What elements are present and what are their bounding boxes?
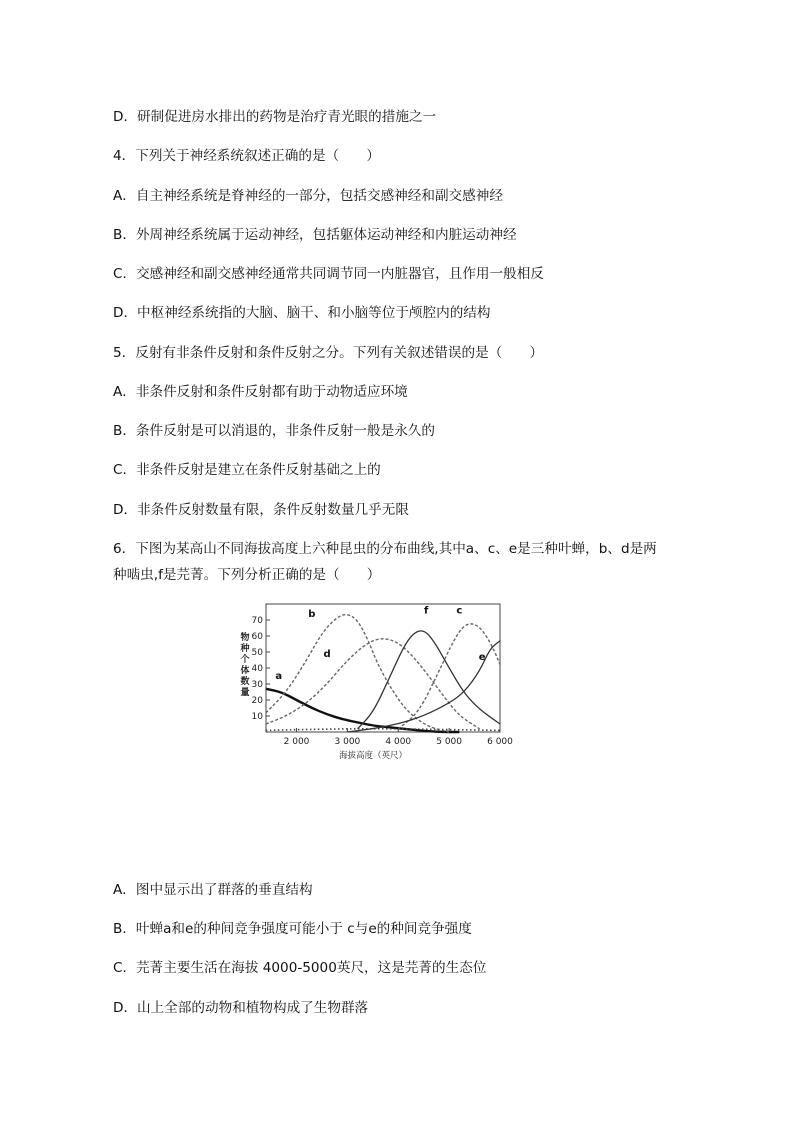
y-axis-label-char: 物 (240, 633, 250, 643)
insect-distribution-chart (236, 602, 516, 762)
y-axis-label-char: 种 (240, 644, 250, 654)
series-line-e (347, 641, 500, 732)
q6-option-d: D．山上全部的动物和植物构成了生物群落 (113, 1000, 369, 1016)
y-axis-label-char: 量 (240, 688, 250, 698)
x-tick-label: 5 000 (436, 737, 463, 747)
q5-option-b: B．条件反射是可以消退的，非条件反射一般是永久的 (113, 423, 435, 439)
q5-stem: 5．反射有非条件反射和条件反射之分。下列有关叙述错误的是（ ） (113, 345, 544, 361)
q5-option-c: C．非条件反射是建立在条件反射基础之上的 (113, 462, 381, 478)
y-tick-label: 30 (251, 680, 263, 690)
q6-stem-line1: 6．下图为某高山不同海拔高度上六种昆虫的分布曲线,其中a、c、e是三种叶蝉，b、d是两 (113, 541, 657, 557)
series-line-b (266, 615, 449, 732)
y-tick-label: 70 (251, 616, 263, 626)
series-line-f (358, 631, 500, 729)
q6-option-a: A．图中显示出了群落的垂直结构 (113, 882, 313, 898)
series-line-ground (266, 729, 500, 731)
q4-option-c: C．交感神经和副交感神经通常共同调节同一内脏器官，且作用一般相反 (113, 266, 544, 282)
y-axis-label-char: 体 (240, 666, 250, 676)
q3-option-d: D．研制促进房水排出的药物是治疗青光眼的措施之一 (113, 109, 437, 125)
x-tick-label: 4 000 (385, 737, 412, 747)
q6-option-b: B．叶蝉a和e的种间竞争强度可能小于 c与e的种间竞争强度 (113, 921, 472, 937)
y-axis-label-char: 数 (240, 677, 250, 687)
series-label-d: d (323, 648, 331, 660)
y-tick-label: 20 (251, 696, 263, 706)
q5-option-d: D．非条件反射数量有限，条件反射数量几乎无限 (113, 502, 409, 518)
q4-option-d: D．中枢神经系统指的大脑、脑干、和小脑等位于颅腔内的结构 (113, 305, 491, 321)
q6-option-c: C．芫菁主要生活在海拔 4000-5000英尺，这是芫菁的生态位 (113, 960, 487, 976)
series-label-e: e (478, 652, 486, 663)
q6-stem-line2: 种啮虫,f是芫菁。下列分析正确的是（ ） (113, 567, 381, 583)
series-label-f: f (424, 605, 429, 617)
series-label-c: c (456, 605, 463, 617)
series-label-a: a (275, 671, 283, 683)
q4-option-b: B．外周神经系统属于运动神经，包括躯体运动神经和内脏运动神经 (113, 227, 517, 243)
chart-svg (236, 602, 516, 762)
y-tick-label: 50 (251, 648, 263, 658)
x-tick-label: 2 000 (283, 737, 310, 747)
x-axis-label: 海拔高度（英尺） (338, 751, 408, 761)
y-tick-label: 10 (251, 712, 263, 722)
q4-option-a: A．自主神经系统是脊神经的一部分，包括交感神经和副交感神经 (113, 188, 503, 204)
y-tick-label: 40 (251, 664, 263, 674)
y-tick-label: 60 (251, 632, 263, 642)
q4-stem: 4．下列关于神经系统叙述正确的是（ ） (113, 148, 380, 164)
x-tick-label: 3 000 (334, 737, 361, 747)
series-label-b: b (308, 608, 316, 620)
x-tick-label: 6 000 (487, 737, 513, 747)
q5-option-a: A．非条件反射和条件反射都有助于动物适应环境 (113, 384, 408, 400)
y-axis-label-char: 个 (240, 655, 250, 665)
